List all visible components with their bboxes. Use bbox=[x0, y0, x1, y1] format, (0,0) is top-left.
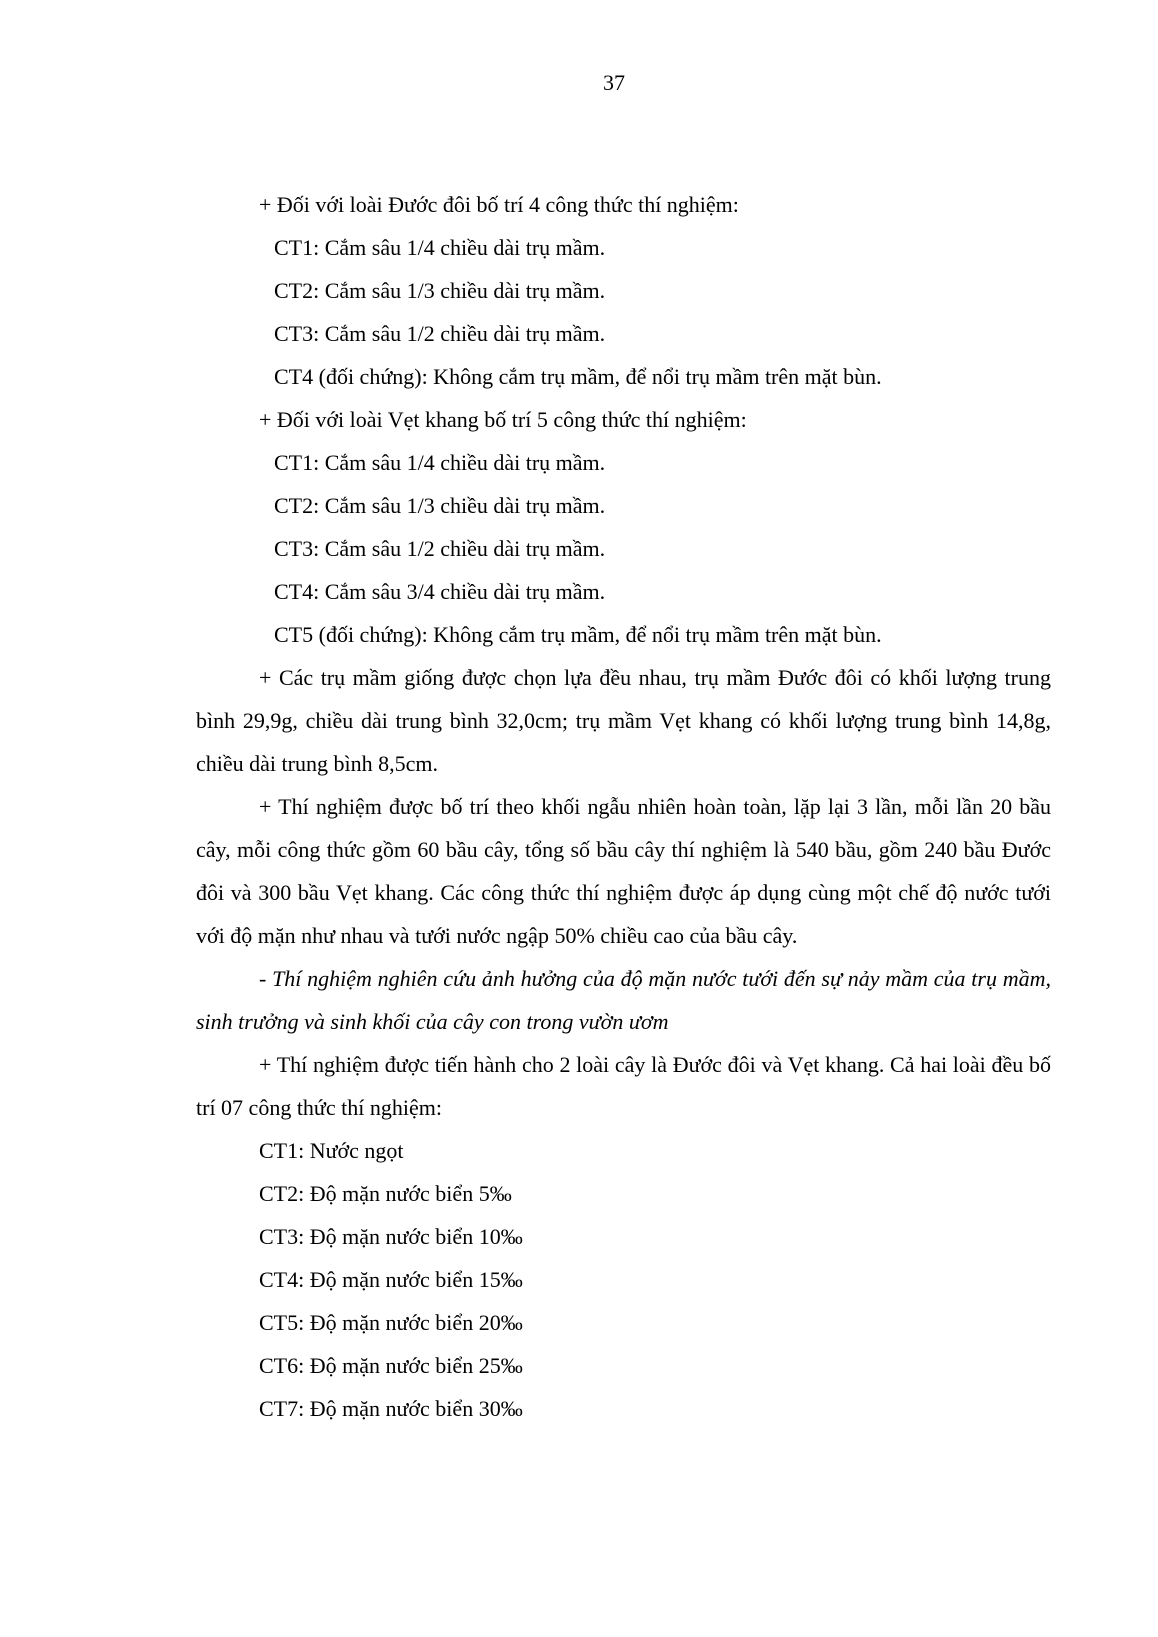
list-item: CT3: Cắm sâu 1/2 chiều dài trụ mầm. bbox=[274, 321, 606, 346]
paragraph-design: + Thí nghiệm được bố trí theo khối ngẫu nhiên hoàn toàn, lặp lại 3 lần, mỗi lần 20 bầu cây, mỗi công thức gồm 60 bầu cây, tổng số bầu cây thí nghiệm là 540 bầu, gồm 240 bầu Đước đôi và 300 bầu Vẹt khang. Các công thức thí nghiệm được áp dụng cùng một chế độ nước tưới với độ mặn như nhau và tưới nước ngập 50% chiều cao của bầu cây. bbox=[196, 794, 1051, 948]
document-body bbox=[196, 183, 1051, 1430]
list-item: CT4: Cắm sâu 3/4 chiều dài trụ mầm. bbox=[274, 579, 606, 604]
list-item: CT4: Độ mặn nước biển 15‰ bbox=[259, 1267, 523, 1292]
list-item: CT2: Độ mặn nước biển 5‰ bbox=[259, 1181, 512, 1206]
list-item: CT1: Cắm sâu 1/4 chiều dài trụ mầm. bbox=[274, 450, 606, 475]
list-item: CT1: Nước ngọt bbox=[259, 1138, 404, 1163]
list-item: CT3: Độ mặn nước biển 10‰ bbox=[259, 1224, 523, 1249]
list-item: CT3: Cắm sâu 1/2 chiều dài trụ mầm. bbox=[274, 536, 606, 561]
list-item: CT1: Cắm sâu 1/4 chiều dài trụ mầm. bbox=[274, 235, 606, 260]
list-item: CT4 (đối chứng): Không cắm trụ mầm, để nổi trụ mầm trên mặt bùn. bbox=[274, 364, 882, 389]
group2-heading: + Đối với loài Vẹt khang bố trí 5 công thức thí nghiệm: bbox=[259, 407, 747, 432]
list-item: CT6: Độ mặn nước biển 25‰ bbox=[259, 1353, 523, 1378]
group1-heading: + Đối với loài Đước đôi bố trí 4 công thức thí nghiệm: bbox=[259, 192, 739, 217]
list-item: CT5: Độ mặn nước biển 20‰ bbox=[259, 1310, 523, 1335]
paragraph-seedlings: + Các trụ mầm giống được chọn lựa đều nhau, trụ mầm Đước đôi có khối lượng trung bình 29,9g, chiều dài trung bình 32,0cm; trụ mầm Vẹt khang có khối lượng trung bình 14,8g, chiều dài trung bình 8,5cm. bbox=[196, 665, 1051, 776]
list-item: CT5 (đối chứng): Không cắm trụ mầm, để nổi trụ mầm trên mặt bùn. bbox=[274, 622, 882, 647]
list-item: CT2: Cắm sâu 1/3 chiều dài trụ mầm. bbox=[274, 493, 606, 518]
list-item: CT2: Cắm sâu 1/3 chiều dài trụ mầm. bbox=[274, 278, 606, 303]
page-number: 37 bbox=[603, 70, 625, 95]
list-item: CT7: Độ mặn nước biển 30‰ bbox=[259, 1396, 523, 1421]
paragraph-species: + Thí nghiệm được tiến hành cho 2 loài cây là Đước đôi và Vẹt khang. Cả hai loài đều bố trí 07 công thức thí nghiệm: bbox=[196, 1052, 1051, 1120]
section-subheading: - Thí nghiệm nghiên cứu ảnh hưởng của độ mặn nước tưới đến sự nảy mầm của trụ mầm, sinh trưởng và sinh khối của cây con trong vườn ươm bbox=[196, 966, 1051, 1034]
